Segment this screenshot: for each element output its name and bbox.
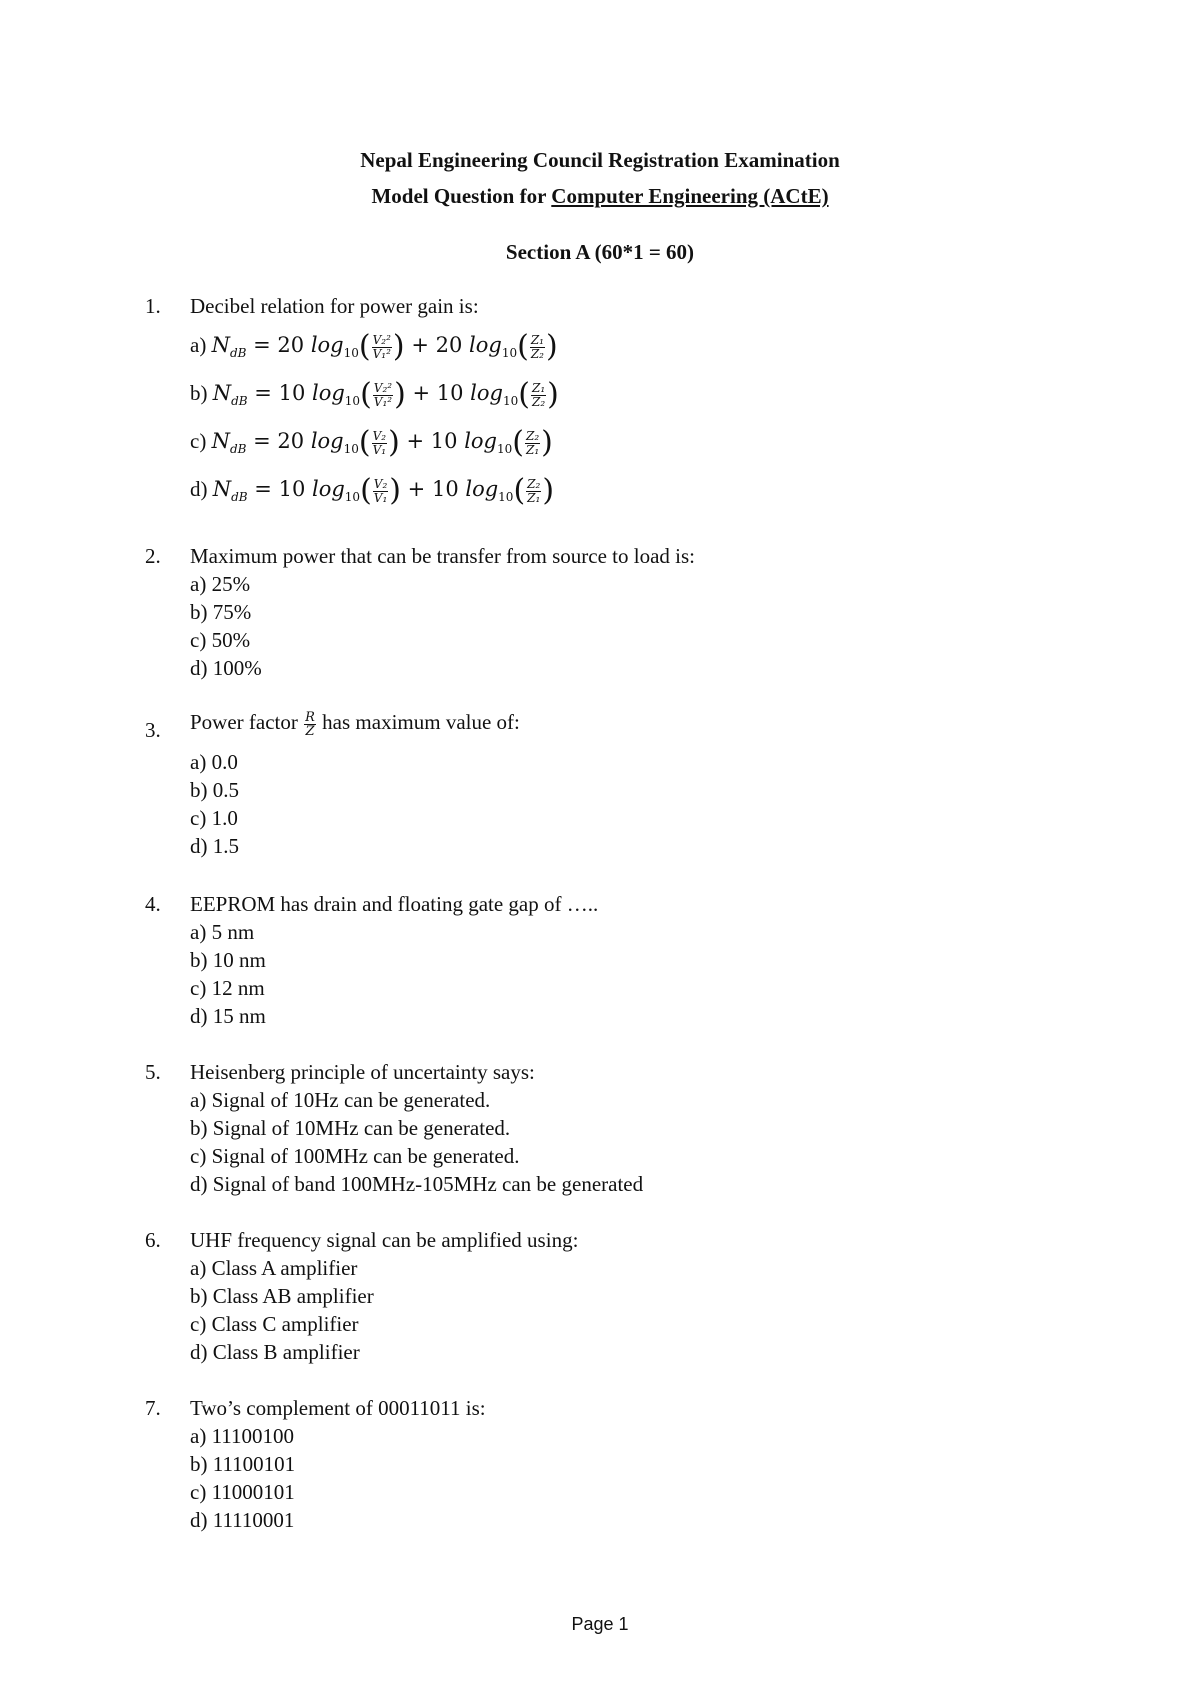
close-paren: ) xyxy=(392,329,405,364)
log-symbol: log xyxy=(470,380,503,405)
equals-sign: = xyxy=(246,332,278,357)
question-text-after: has maximum value of: xyxy=(322,710,520,734)
subtitle-subject: Computer Engineering (ACtE) xyxy=(551,184,829,208)
close-paren: ) xyxy=(388,425,400,460)
equals-sign: = xyxy=(247,476,279,501)
question-text-before: Power factor xyxy=(190,710,298,734)
log-term xyxy=(435,329,558,364)
fraction xyxy=(525,430,540,457)
fraction-denominator: V₁² xyxy=(373,394,393,409)
coefficient: 20 xyxy=(435,332,469,357)
fraction xyxy=(372,334,392,361)
fraction xyxy=(526,478,541,505)
math-option xyxy=(190,425,553,460)
log-term xyxy=(277,329,405,364)
math-option xyxy=(190,473,555,508)
close-paren: ) xyxy=(545,329,558,364)
fraction xyxy=(372,430,387,457)
fraction-denominator: V₁ xyxy=(373,490,388,505)
option: b) 0.5 xyxy=(190,778,239,802)
option: d) 100% xyxy=(190,656,262,680)
log-term xyxy=(431,473,555,508)
question-number: 5. xyxy=(145,1060,161,1084)
question-number: 2. xyxy=(145,544,161,568)
option: b) 11100101 xyxy=(190,1452,296,1476)
open-paren: ( xyxy=(512,425,524,460)
open-paren: ( xyxy=(518,377,530,412)
log-term xyxy=(277,425,400,460)
option: c) 1.0 xyxy=(190,806,238,830)
plus-sign: + xyxy=(401,476,432,501)
equals-sign: = xyxy=(247,380,279,405)
fraction-denominator: V₁ xyxy=(372,442,387,457)
close-paren: ) xyxy=(394,377,406,412)
option: a) 25% xyxy=(190,572,251,596)
plus-sign: + xyxy=(404,332,436,357)
question-text: Two’s complement of 00011011 is: xyxy=(190,1396,486,1420)
equation-lhs-subscript: dB xyxy=(229,442,247,456)
coefficient: 10 xyxy=(436,380,471,405)
coefficient: 10 xyxy=(430,428,465,453)
equation-lhs-subscript: dB xyxy=(231,394,248,408)
exam-title: Nepal Engineering Council Registration Examination xyxy=(360,148,840,172)
question-number: 3. xyxy=(145,718,161,742)
option: a) Class A amplifier xyxy=(190,1256,358,1280)
option-label: b) xyxy=(190,380,213,405)
log-base: 10 xyxy=(497,442,513,456)
option: a) 5 nm xyxy=(190,920,255,944)
log-symbol: log xyxy=(311,380,345,405)
fraction-denominator: Z xyxy=(305,723,315,739)
option: d) Signal of band 100MHz-105MHz can be generated xyxy=(190,1172,644,1196)
log-symbol: log xyxy=(310,428,344,453)
fraction-denominator: Z₁ xyxy=(527,490,541,505)
equation-lhs: N xyxy=(211,332,230,357)
log-term xyxy=(278,377,406,412)
close-paren: ) xyxy=(541,425,553,460)
log-symbol: log xyxy=(465,476,499,501)
fraction-numerator: V₂ xyxy=(372,428,387,443)
open-paren: ( xyxy=(358,329,371,364)
fraction-numerator: R xyxy=(305,709,315,725)
log-base: 10 xyxy=(343,346,359,360)
fraction-numerator: V₂² xyxy=(372,332,391,347)
open-paren: ( xyxy=(513,473,526,508)
fraction xyxy=(530,334,545,361)
fraction-denominator: V₁² xyxy=(372,346,391,361)
coefficient: 10 xyxy=(278,476,312,501)
fraction-numerator: Z₂ xyxy=(527,476,541,491)
option: c) Signal of 100MHz can be generated. xyxy=(190,1144,520,1168)
question-text: Decibel relation for power gain is: xyxy=(190,294,479,318)
fraction xyxy=(373,382,393,409)
fraction-denominator: Z₂ xyxy=(530,346,544,361)
equation-lhs-subscript: dB xyxy=(229,346,247,360)
equation-lhs: N xyxy=(211,428,230,453)
fraction-numerator: Z₁ xyxy=(531,380,546,395)
option: c) 11000101 xyxy=(190,1480,295,1504)
fraction-denominator: Z₂ xyxy=(531,394,546,409)
fraction-numerator: V₂² xyxy=(373,380,393,395)
math-option xyxy=(190,377,559,412)
option-label: d) xyxy=(190,476,213,501)
equals-sign: = xyxy=(246,428,278,453)
close-paren: ) xyxy=(547,377,559,412)
option: b) Class AB amplifier xyxy=(190,1284,374,1308)
option: d) 11110001 xyxy=(190,1508,295,1532)
equation-lhs-subscript: dB xyxy=(231,490,248,504)
fraction-numerator: V₂ xyxy=(373,476,388,491)
coefficient: 10 xyxy=(278,380,312,405)
math-option xyxy=(190,329,558,364)
fraction xyxy=(531,382,546,409)
option: d) Class B amplifier xyxy=(190,1340,360,1364)
plus-sign: + xyxy=(405,380,437,405)
open-paren: ( xyxy=(360,473,372,508)
coefficient: 20 xyxy=(277,332,311,357)
option: c) 50% xyxy=(190,628,251,652)
option-label: a) xyxy=(190,332,212,357)
option: b) 75% xyxy=(190,600,252,624)
log-term xyxy=(278,473,401,508)
coefficient: 20 xyxy=(277,428,311,453)
section-heading: Section A (60*1 = 60) xyxy=(505,240,695,264)
option: c) Class C amplifier xyxy=(190,1312,359,1336)
log-base: 10 xyxy=(502,394,519,408)
open-paren: ( xyxy=(517,329,529,364)
coefficient: 10 xyxy=(431,476,466,501)
question-number: 6. xyxy=(145,1228,161,1252)
log-term xyxy=(430,425,553,460)
log-symbol: log xyxy=(469,332,502,357)
log-term xyxy=(436,377,559,412)
option: a) 0.0 xyxy=(190,750,238,774)
option: a) 11100100 xyxy=(190,1424,295,1448)
fraction xyxy=(373,478,388,505)
log-symbol: log xyxy=(464,428,497,453)
log-base: 10 xyxy=(501,346,518,360)
option: d) 15 nm xyxy=(190,1004,266,1028)
close-paren: ) xyxy=(542,473,555,508)
open-paren: ( xyxy=(358,425,371,460)
plus-sign: + xyxy=(399,428,431,453)
log-base: 10 xyxy=(344,490,361,504)
page-number: Page 1 xyxy=(571,1614,629,1634)
log-base: 10 xyxy=(498,490,514,504)
question-text: EEPROM has drain and floating gate gap of ….. xyxy=(190,892,599,916)
equation-lhs: N xyxy=(212,476,232,501)
open-paren: ( xyxy=(360,377,372,412)
fraction-numerator: Z₁ xyxy=(530,332,544,347)
log-symbol: log xyxy=(310,332,344,357)
question-number: 4. xyxy=(145,892,161,916)
close-paren: ) xyxy=(389,473,401,508)
option: b) 10 nm xyxy=(190,948,266,972)
option: d) 1.5 xyxy=(190,834,239,858)
question-number: 7. xyxy=(145,1396,161,1420)
log-symbol: log xyxy=(311,476,345,501)
option: b) Signal of 10MHz can be generated. xyxy=(190,1116,511,1140)
log-base: 10 xyxy=(343,442,359,456)
question-text: UHF frequency signal can be amplified using: xyxy=(190,1228,579,1252)
question-number: 1. xyxy=(145,294,161,318)
log-base: 10 xyxy=(344,394,361,408)
option-label: c) xyxy=(190,428,212,453)
equation-lhs: N xyxy=(212,380,232,405)
fraction-numerator: Z₂ xyxy=(526,428,540,443)
exam-subtitle xyxy=(0,184,1200,209)
option: a) Signal of 10Hz can be generated. xyxy=(190,1088,491,1112)
question-text: Maximum power that can be transfer from source to load is: xyxy=(190,544,696,568)
option: c) 12 nm xyxy=(190,976,265,1000)
question-text: Heisenberg principle of uncertainty says: xyxy=(190,1060,535,1084)
fraction-denominator: Z₁ xyxy=(526,442,540,457)
subtitle-prefix: Model Question for xyxy=(371,184,552,208)
question-text xyxy=(190,710,520,738)
